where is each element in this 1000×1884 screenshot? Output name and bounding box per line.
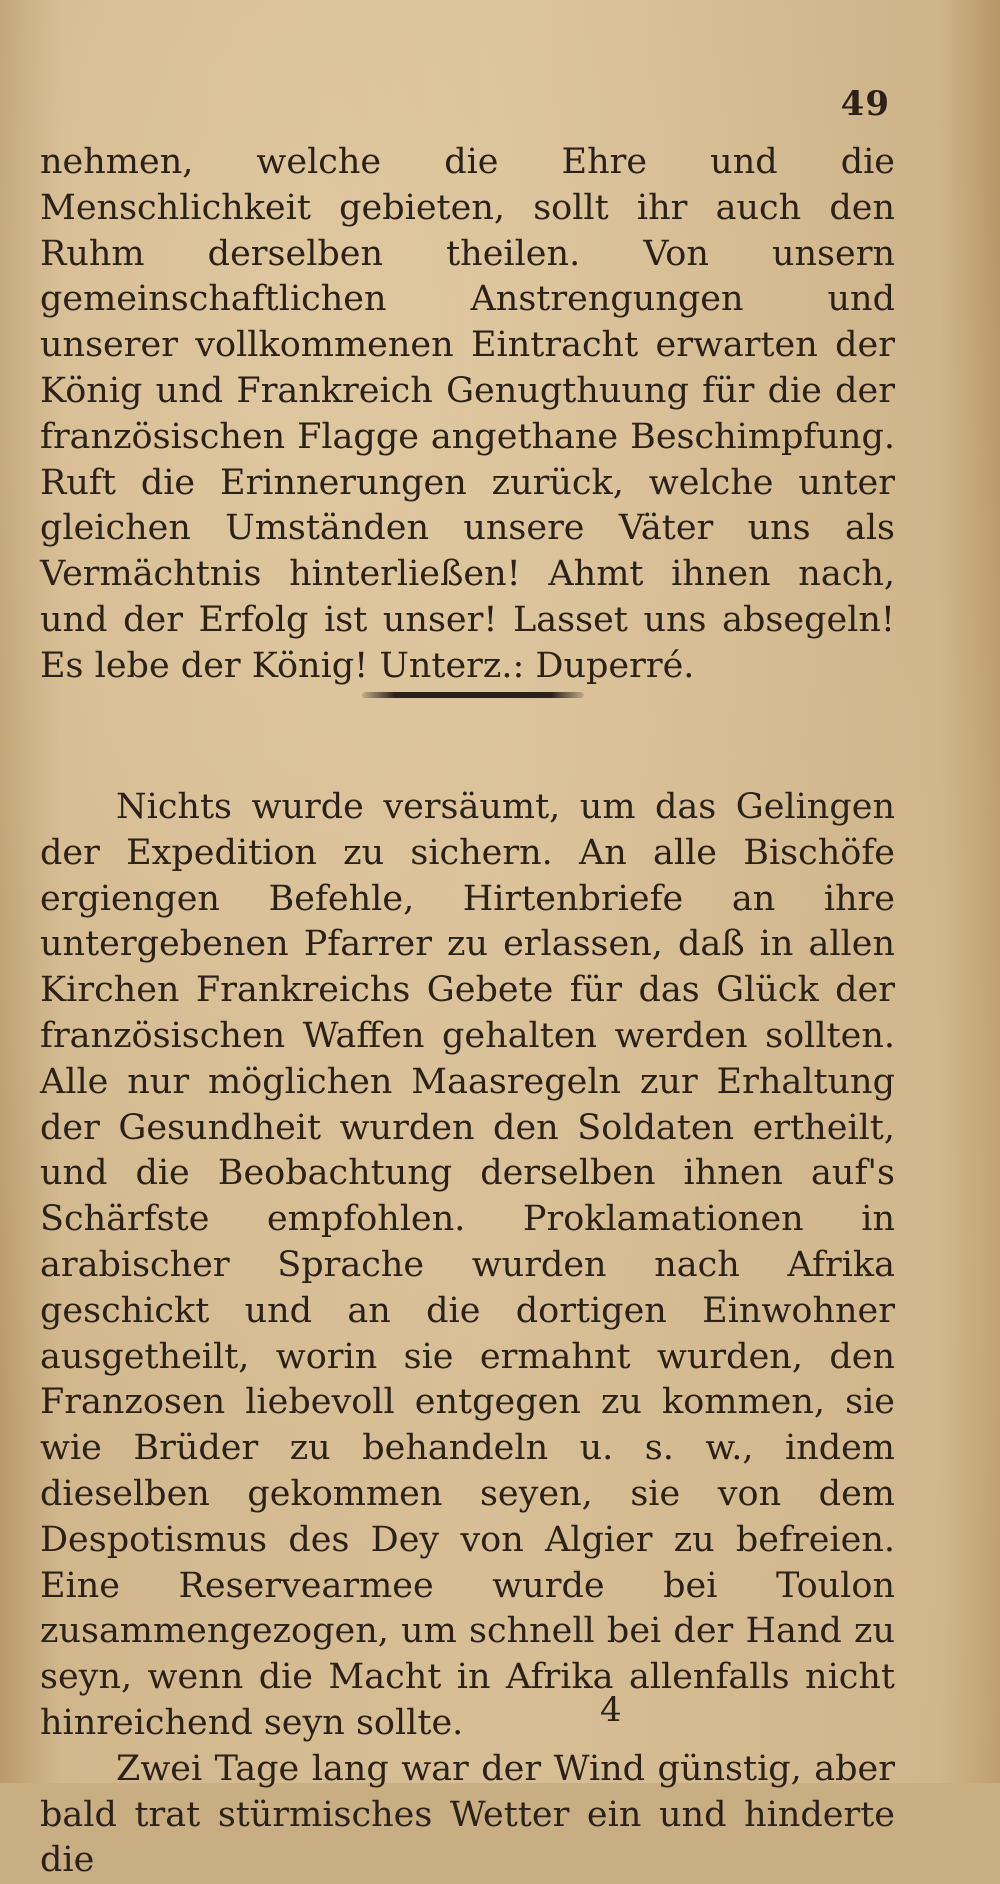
section-divider <box>362 692 584 698</box>
narrative-paragraph-2: Zwei Tage lang war der Wind günstig, aber bald trat stürmisches Wetter ein und hinderte die <box>40 1748 895 1881</box>
page-number: 49 <box>840 84 890 124</box>
proclamation-block <box>40 140 895 690</box>
catchword: 4 <box>600 1690 622 1730</box>
proclamation-text: nehmen, welche die Ehre und die Menschlichkeit gebieten, sollt ihr auch den Ruhm derselben theilen. Von unsern gemeinschaftlichen Anstrengungen und unserer vollkommenen Eintracht erwarten der König und Frankreich Genugthuung für die der französischen Flagge angethane Beschimpfung. Ruft die Erinnerungen zurück, welche unter gleichen Umständen unsere Väter uns als Vermächtnis hinterließen! Ahmt ihnen nach, und der Erfolg ist unser! Lasset uns absegeln! Es lebe der König! Unterz.: Duperré. <box>40 142 895 686</box>
narrative-paragraph-1: Nichts wurde versäumt, um das Gelingen der Expedition zu sichern. An alle Bischöfe ergiengen Befehle, Hirtenbriefe an ihre untergebenen Pfarrer zu erlassen, daß in allen Kirchen Frankreichs Gebete für das Glück der französischen Waffen gehalten werden sollten. Alle nur möglichen Maasregeln zur Erhaltung der Gesundheit wurden den Soldaten ertheilt, und die Beobachtung derselben ihnen auf's Schärfste empfohlen. Proklamationen in arabischer Sprache wurden nach Afrika geschickt und an die dortigen Einwohner ausgetheilt, worin sie ermahnt wurden, den Franzosen liebevoll entgegen zu kommen, sie wie Brüder zu behandeln u. s. w., indem dieselben gekommen seyen, sie von dem Despotismus des Dey von Algier zu befreien. Eine Reservearmee wurde bei Toulon zusammengezogen, um schnell bei der Hand zu seyn, wenn die Macht in Afrika allenfalls nicht hinreichend seyn sollte. <box>40 787 895 1743</box>
narrative-block <box>40 785 895 1884</box>
